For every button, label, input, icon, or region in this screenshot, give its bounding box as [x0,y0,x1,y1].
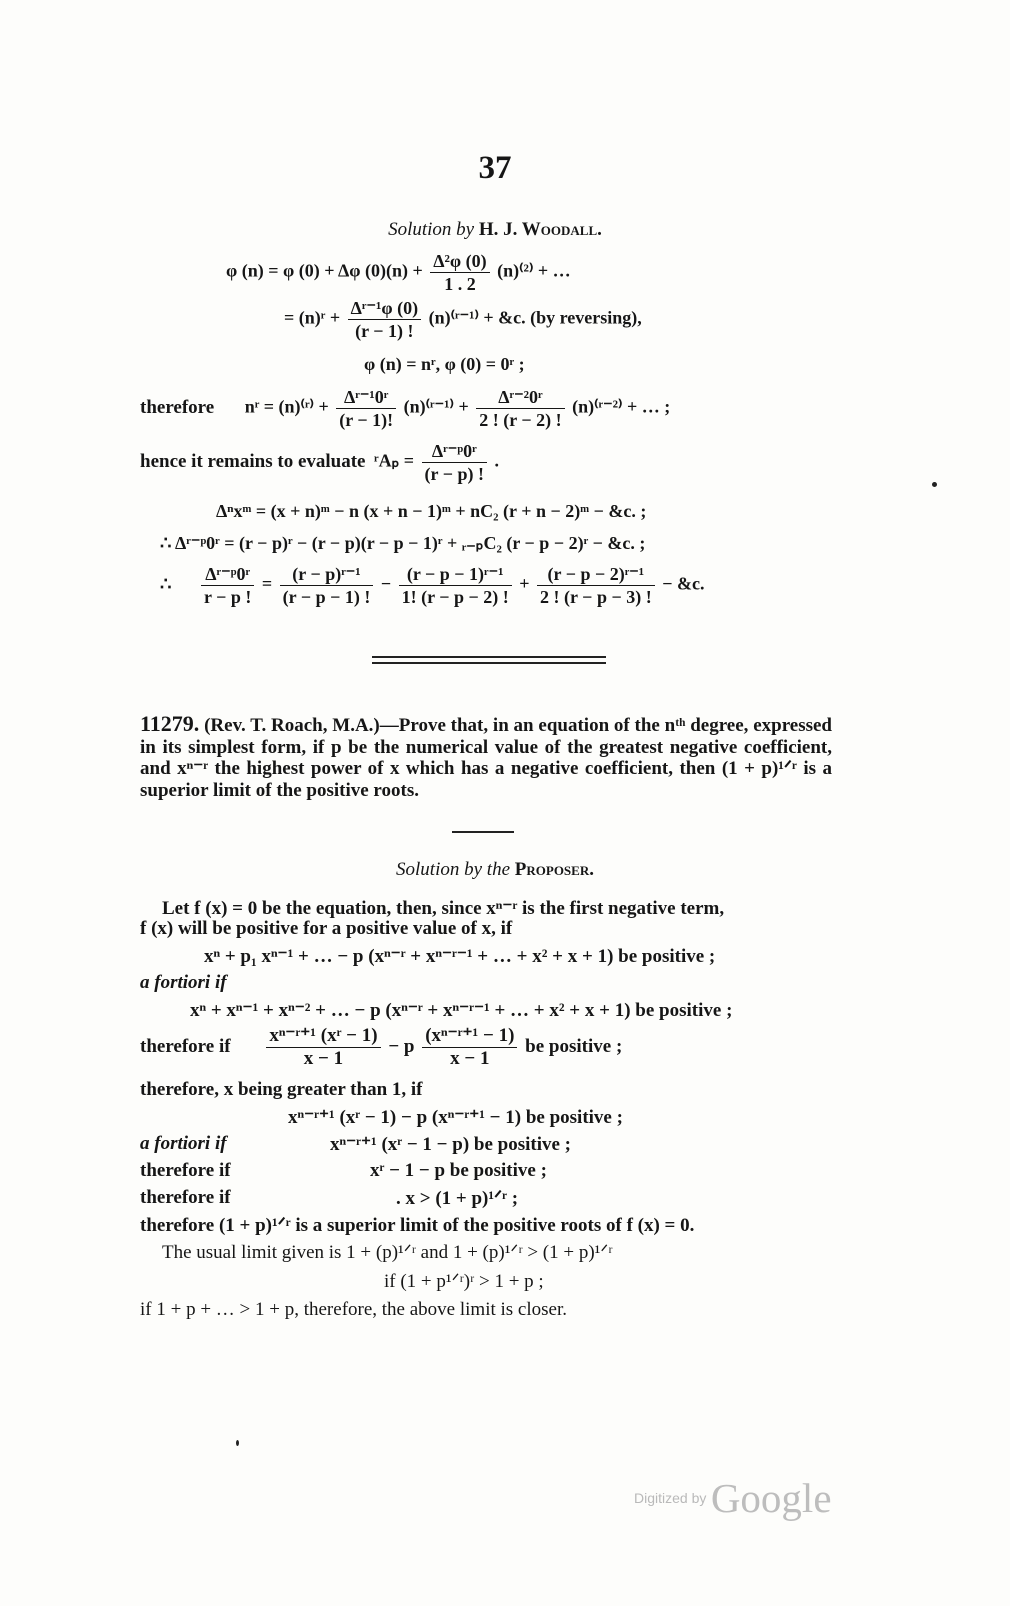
sol2-fraction-2 [422,1025,517,1070]
equation-6: Δⁿxᵐ = (x + n)ᵐ − n (x + n − 1)ᵐ + nC₂ (r + n − 2)ᵐ − &c. ; [216,501,647,521]
eq8-op-1: − [380,573,392,594]
watermark-small-text: Digitized by [634,1490,707,1506]
sol2-line-11: . x > (1 + p)¹ᐟʳ ; [396,1188,519,1209]
eq8-fraction-0 [201,563,254,608]
eq1-left: φ (n) = φ (0) + Δφ (0)(n) + [226,260,423,281]
eq5-left: ʳAₚ = [374,450,415,471]
eq4-numerator-2: Δʳ⁻²0ʳ [476,386,564,409]
eq4-label: therefore [140,396,215,418]
eq4-middle: (n)⁽ʳ⁻¹⁾ + [403,396,469,417]
solution-heading-prefix: Solution by [388,219,475,240]
short-divider [452,831,514,833]
eq2-left: = (n)ʳ + [284,307,341,328]
section-divider-bottom [372,662,606,664]
problem-number: 11279. [140,711,200,736]
page-number: 37 [478,150,512,186]
eq2-right: (n)⁽ʳ⁻¹⁾ + &c. (by reversing), [428,307,642,328]
eq1-fraction [430,250,489,295]
problem-statement [140,713,832,801]
eq4-right: (n)⁽ʳ⁻²⁾ + … ; [572,396,671,417]
sol2-line-11-label: therefore if [140,1187,231,1208]
solution2-author: Proposer. [514,859,594,880]
equation-2 [284,297,642,342]
problem-text: —Prove that, in an equation of the nᵗʰ degree, expressed in its simplest form, if p be the numerical value of the greatest negative coefficient, and xⁿ⁻ʳ the highest power of x which has a negative coefficient, then (1 + p)¹ᐟʳ is a superior limit of the positive roots. [140,715,832,801]
sol2-line-6 [140,1025,622,1070]
eq5-label: hence it remains to evaluate [140,450,366,472]
digitized-watermark [634,1474,832,1522]
eq4-denominator-1: (r − 1)! [339,410,394,430]
scan-speck [236,1440,239,1446]
eq8-fraction-3 [537,563,655,608]
eq8-denominator-1: (r − p − 1) ! [282,587,371,607]
eq1-right: (n)⁽²⁾ + … [497,260,571,281]
eq1-numerator: Δ²φ (0) [430,250,489,273]
eq5-numerator: Δʳ⁻ᵖ0ʳ [422,440,487,463]
eq8-denominator-2: 1! (r − p − 2) ! [401,587,509,607]
sol2-line-6-right: be positive ; [525,1035,623,1057]
sol2-fraction-1 [266,1025,380,1070]
eq8-therefore: ∴ [160,573,172,594]
solution-heading-2 [0,859,990,881]
sol2-denominator-2: x − 1 [450,1048,490,1069]
sol2-line-12: therefore (1 + p)¹ᐟʳ is a superior limit of the positive roots of f (x) = 0. [140,1215,695,1236]
eq8-fraction-2 [399,563,512,608]
eq2-numerator: Δʳ⁻¹φ (0) [348,297,421,320]
section-divider-top [372,656,606,658]
eq5-right: . [494,450,499,471]
eq8-denominator-0: r − p ! [203,587,252,607]
google-logo-text: Google [710,1475,832,1521]
sol2-line-14: if (1 + p¹ᐟʳ)ʳ > 1 + p ; [384,1271,544,1292]
equation-5 [140,440,499,485]
eq1-denominator: 1 . 2 [444,274,476,294]
solution-heading-1 [0,219,990,241]
equation-7: ∴ Δʳ⁻ᵖ0ʳ = (r − p)ʳ − (r − p)(r − p − 1)ʳ + ᵣ₋ₚC₂ (r − p − 2)ʳ − &c. ; [160,533,646,553]
sol2-line-7: therefore, x being greater than 1, if [140,1079,423,1100]
eq8-denominator-3: 2 ! (r − p − 3) ! [540,587,652,607]
equation-8 [160,563,704,608]
equation-4 [140,386,670,431]
equation-1 [226,250,571,295]
scan-speck [932,482,937,487]
eq5-fraction [422,440,487,485]
eq2-denominator: (r − 1) ! [355,321,414,341]
problem-author: (Rev. T. Roach, M.A.) [204,715,380,736]
solution2-heading-prefix: Solution by the [396,859,511,880]
sol2-line-13: The usual limit given is 1 + (p)¹ᐟʳ and 1 + (p)¹ᐟʳ > (1 + p)¹ᐟʳ [162,1242,613,1263]
eq8-numerator-2: (r − p − 1)ʳ⁻¹ [399,563,512,586]
eq4-fraction-1 [336,386,396,431]
eq4-left: nʳ = (n)⁽ʳ⁾ + [244,396,329,417]
eq8-tail: − &c. [662,573,705,594]
eq8-op-2: + [519,573,530,594]
eq2-fraction [348,297,421,342]
sol2-line-3: xⁿ + p₁ xⁿ⁻¹ + … − p (xⁿ⁻ʳ + xⁿ⁻ʳ⁻¹ + … + x² + x + 1) be positive ; [204,946,716,967]
sol2-line-4: a fortiori if [140,972,227,993]
sol2-line-10-label: therefore if [140,1160,231,1181]
sol2-line-8: xⁿ⁻ʳ⁺¹ (xʳ − 1) − p (xⁿ⁻ʳ⁺¹ − 1) be positive ; [288,1107,623,1128]
sol2-line-2: f (x) will be positive for a positive value of x, if [140,918,513,939]
sol2-line-6-mid: − p [388,1035,415,1057]
eq5-denominator: (r − p) ! [424,464,484,484]
sol2-line-9: xⁿ⁻ʳ⁺¹ (xʳ − 1 − p) be positive ; [330,1134,572,1155]
sol2-denominator-1: x − 1 [303,1048,344,1069]
sol2-line-10: xʳ − 1 − p be positive ; [370,1160,547,1181]
eq8-equals: = [261,573,273,594]
sol2-line-15: if 1 + p + … > 1 + p, therefore, the above limit is closer. [140,1299,567,1320]
sol2-line-1: Let f (x) = 0 be the equation, then, since xⁿ⁻ʳ is the first negative term, [162,898,725,919]
sol2-numerator-2: (xⁿ⁻ʳ⁺¹ − 1) [422,1025,517,1048]
sol2-line-6-label: therefore if [140,1035,231,1057]
eq8-numerator-1: (r − p)ʳ⁻¹ [280,563,374,586]
sol2-line-9-label: a fortiori if [140,1133,227,1154]
eq4-numerator-1: Δʳ⁻¹0ʳ [336,386,396,409]
sol2-numerator-1: xⁿ⁻ʳ⁺¹ (xʳ − 1) [266,1025,380,1048]
sol2-line-5: xⁿ + xⁿ⁻¹ + xⁿ⁻² + … − p (xⁿ⁻ʳ + xⁿ⁻ʳ⁻¹ + … + x² + x + 1) be positive ; [190,1000,733,1021]
eq4-denominator-2: 2 ! (r − 2) ! [479,410,562,430]
eq8-numerator-3: (r − p − 2)ʳ⁻¹ [537,563,655,586]
eq8-fraction-1 [280,563,374,608]
equation-3: φ (n) = nʳ, φ (0) = 0ʳ ; [364,354,525,374]
eq8-numerator-0: Δʳ⁻ᵖ0ʳ [201,563,254,586]
eq4-fraction-2 [476,386,564,431]
solution-author: H. J. Woodall. [478,219,602,240]
